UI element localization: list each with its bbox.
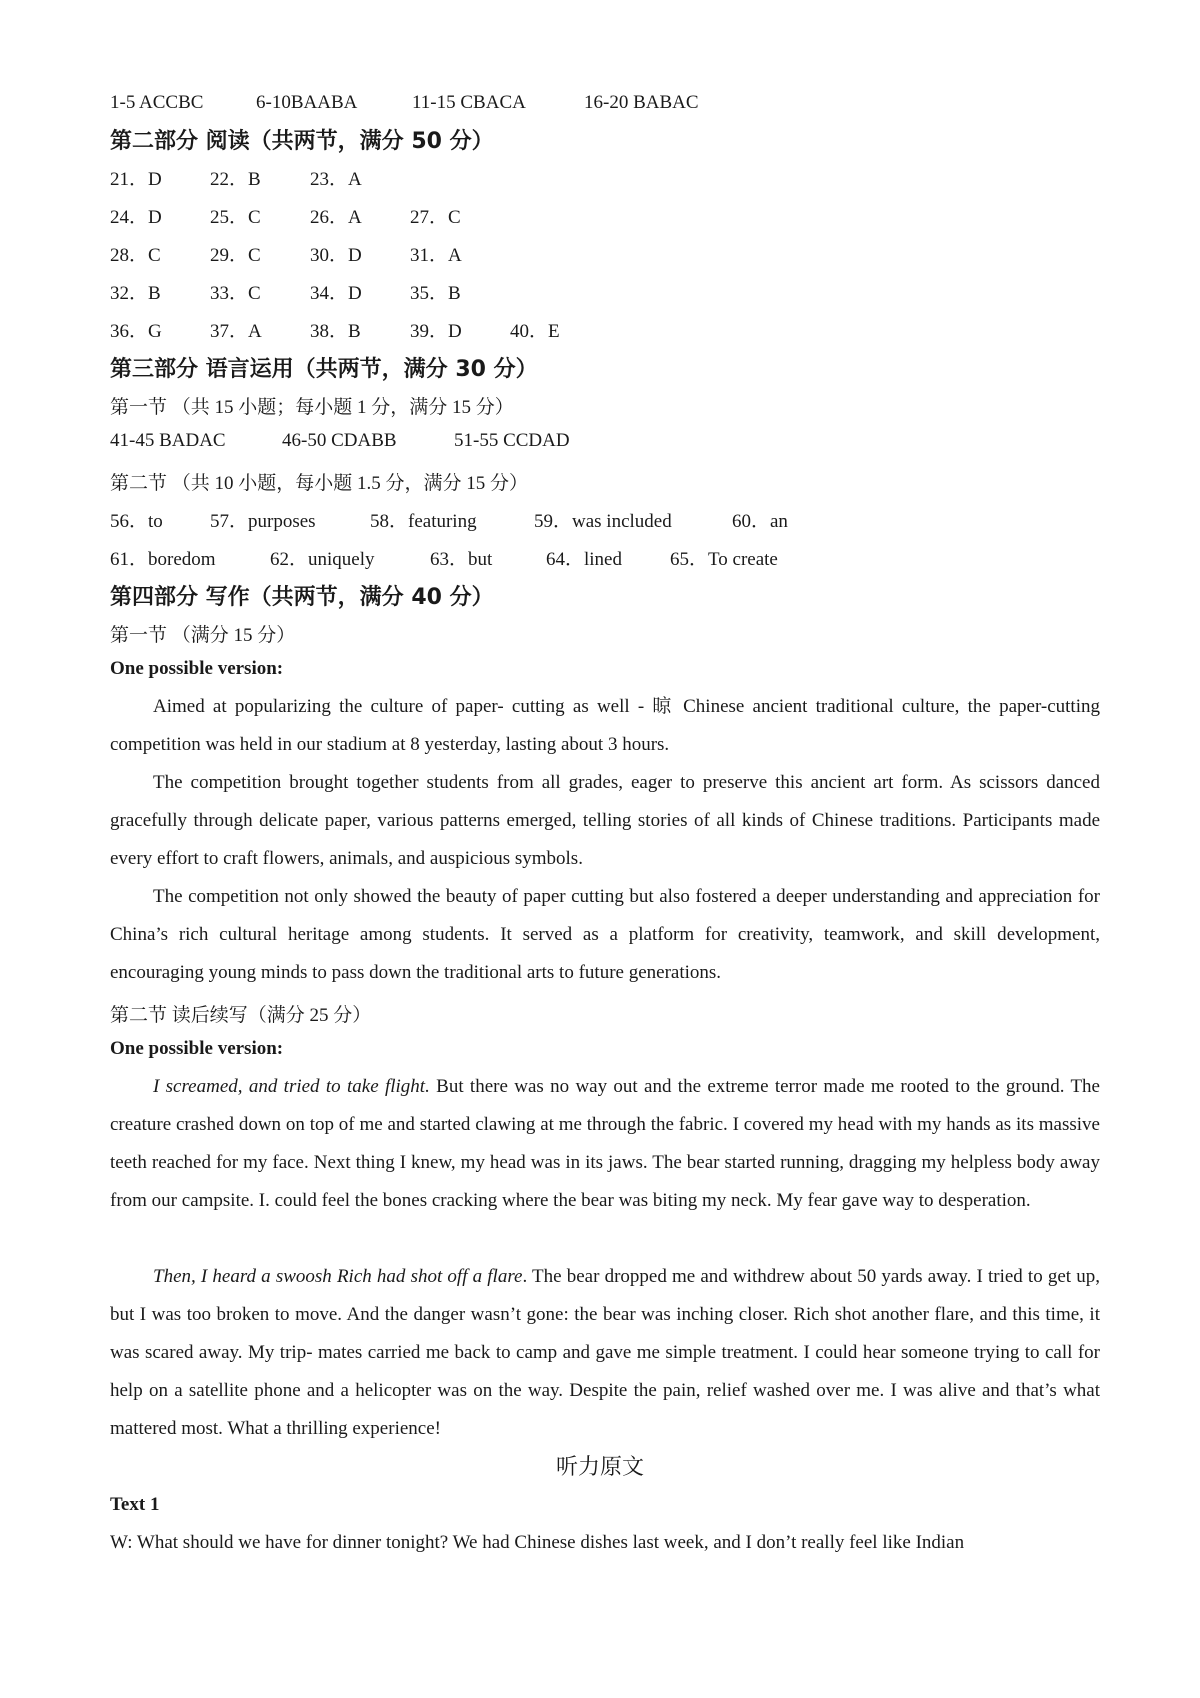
answer-item: 40．E: [510, 321, 560, 342]
part4-heading: 第四部分 写作（共两节，满分 40 分）: [110, 585, 494, 610]
answer-item: 24．D: [110, 207, 162, 228]
answer-item: 62．uniquely: [270, 549, 375, 570]
answer-group: 6-10BAABA: [256, 92, 358, 113]
part4-section1-label: 第一节 （满分 15 分）: [110, 625, 296, 646]
essay1-paragraph: The competition not only showed the beauty of paper cutting but also fostered a deeper understanding and appreciation for China’s rich cultural heritage among students. It served as a platform for creativity, teamwork, and skill development, encouraging young minds to pass down the traditional arts to future generations.: [110, 886, 1100, 983]
answer-item: 31．A: [410, 245, 462, 266]
answer-group: 16-20 BABAC: [584, 92, 699, 113]
answer-item: 36．G: [110, 321, 162, 342]
essay2-paragraph: [110, 1068, 1100, 1220]
essay2-opening-italic: I screamed, and tried to take flight.: [153, 1076, 430, 1097]
answer-item: 37．A: [210, 321, 262, 342]
answer-item: 21．D: [110, 169, 162, 190]
version-label: One possible version:: [110, 1038, 284, 1059]
answer-item: 28．C: [110, 245, 161, 266]
answer-item: 64．lined: [546, 549, 622, 570]
answer-group: 11-15 CBACA: [412, 92, 526, 113]
essay2-paragraph-text: But there was no way out and the extreme terror made me rooted to the ground. The creature crashed down on top of me and started clawing at me through the fabric. I covered my head with my hands as its massive teeth reached for my face. Next thing I knew, my head was in its jaws. The bear started running, dragging my helpless body away from our campsite. I. could feel the bones cracking where the bear was biting my neck. My fear gave way to desperation.: [110, 1076, 1100, 1211]
answer-item: 32．B: [110, 283, 161, 304]
part2-heading: 第二部分 阅读（共两节，满分 50 分）: [110, 129, 494, 154]
essay2-paragraph: [110, 1258, 1100, 1448]
answer-item: 25．C: [210, 207, 261, 228]
answer-item: 30．D: [310, 245, 362, 266]
answer-group: 51-55 CCDAD: [454, 430, 570, 451]
essay2-paragraph-text: . The bear dropped me and withdrew about 50 yards away. I tried to get up, but I was too broken to move. And the danger wasn’t gone: the bear was inching closer. Rich shot another flare, and this time, it was scared away. My trip- mates carried me back to camp and gave me simple treatment. I could hear someone trying to call for help on a satellite phone and a helicopter was on the way. Despite the pain, relief washed over me. I was alive and that’s what mattered most. What a thrilling experience!: [110, 1266, 1100, 1439]
listening-title: 听力原文: [555, 1455, 644, 1480]
answer-item: 60．an: [732, 511, 788, 532]
answer-item: 63．but: [430, 549, 493, 570]
answer-item: 61．boredom: [110, 549, 216, 570]
answer-item: 34．D: [310, 283, 362, 304]
answer-item: 65．To create: [670, 549, 778, 570]
answer-group: 46-50 CDABB: [282, 430, 397, 451]
listening-text-label: Text 1: [110, 1494, 160, 1515]
listening-line: W: What should we have for dinner tonight? We had Chinese dishes last week, and I don’t really feel like Indian: [110, 1532, 965, 1553]
answer-item: 22．B: [210, 169, 261, 190]
answer-item: 39．D: [410, 321, 462, 342]
answer-item: 59．was included: [534, 511, 672, 532]
answer-item: 38．B: [310, 321, 361, 342]
essay1-paragraph: Aimed at popularizing the culture of paper- cutting as well - 晾 Chinese ancient traditional culture, the paper-cutting competition was held in our stadium at 8 yesterday, lasting about 3 hours.: [110, 696, 1100, 755]
answer-group: 41-45 BADAC: [110, 430, 226, 451]
answer-item: 56．to: [110, 511, 163, 532]
answer-item: 27．C: [410, 207, 461, 228]
answer-item: 35．B: [410, 283, 461, 304]
essay1-paragraph: The competition brought together students from all grades, eager to preserve this ancient art form. As scissors danced gracefully through delicate paper, various patterns emerged, telling stories of all kinds of Chinese traditions. Participants made every effort to craft flowers, animals, and auspicious symbols.: [110, 772, 1100, 869]
answer-item: 33．C: [210, 283, 261, 304]
version-label: One possible version:: [110, 658, 284, 679]
answer-item: 29．C: [210, 245, 261, 266]
part3-section2-label: 第二节 （共 10 小题，每小题 1.5 分，满分 15 分）: [110, 473, 529, 494]
answer-item: 57．purposes: [210, 511, 316, 532]
answer-item: 23．A: [310, 169, 362, 190]
part3-heading: 第三部分 语言运用（共两节，满分 30 分）: [110, 357, 538, 382]
answer-group: 1-5 ACCBC: [110, 92, 204, 113]
answer-item: 58．featuring: [370, 511, 477, 532]
answer-item: 26．A: [310, 207, 362, 228]
part4-section2-label: 第二节 读后续写（满分 25 分）: [110, 1005, 372, 1026]
essay2-opening-italic: Then, I heard a swoosh Rich had shot off a flare: [153, 1266, 523, 1287]
part3-section1-label: 第一节 （共 15 小题；每小题 1 分，满分 15 分）: [110, 397, 514, 418]
